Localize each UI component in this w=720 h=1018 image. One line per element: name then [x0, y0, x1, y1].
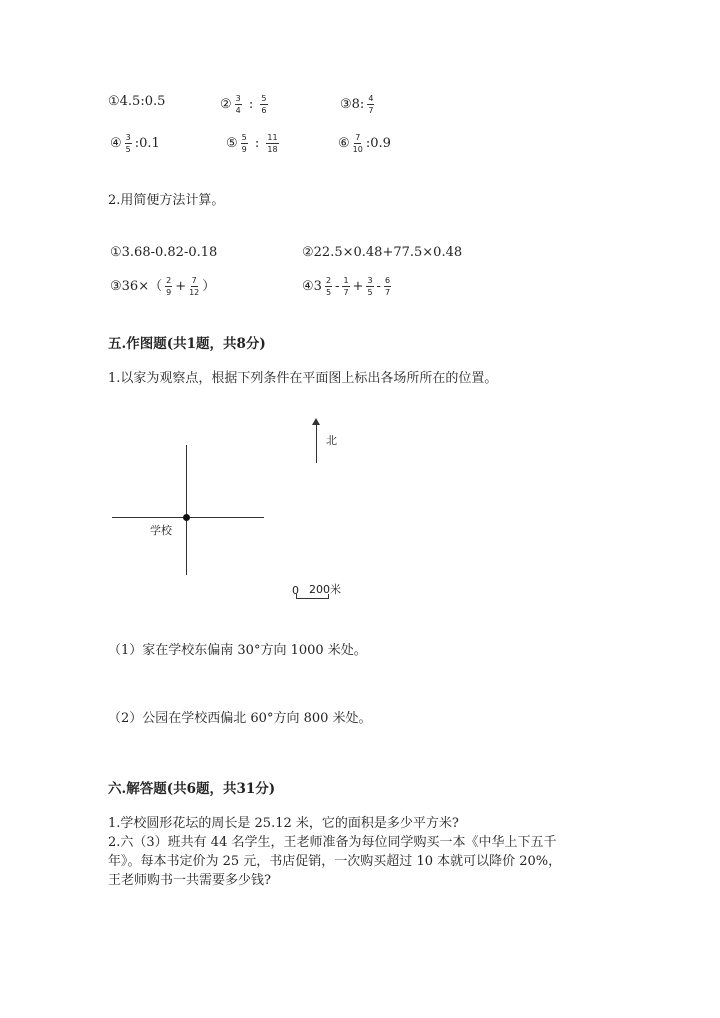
- section6-q2-line2: 年》。每本书定价为 25 元，书店促销，一次购买超过 10 本就可以降价 20%，: [108, 854, 562, 869]
- scale-zero: 0: [292, 584, 299, 597]
- section6-heading: 六.解答题(共6题，共31分): [108, 781, 276, 797]
- arrowhead-icon: [312, 418, 320, 425]
- school-label: 学校: [150, 524, 172, 537]
- expr-3: ③36×（ $\frac{2}{9}$ + $\frac{7}{12}$ ）: [110, 276, 216, 297]
- north-label: 北: [326, 434, 337, 447]
- section5-heading: 五.作图题(共1题，共8分): [108, 336, 266, 352]
- ratio-3: ③8: $\frac{4}{7}$: [340, 94, 374, 115]
- scale-bar: [296, 594, 329, 599]
- q2-title: 2.用简便方法计算。: [108, 193, 225, 208]
- ratio-1: ①4.5:0.5: [108, 94, 166, 109]
- scale-label: 200米: [309, 583, 341, 596]
- section6-q1: 1.学校圆形花坛的周长是 25.12 米，它的面积是多少平方米?: [108, 816, 459, 831]
- school-dot: [183, 514, 190, 521]
- section6-q2-line3: 王老师购书一共需要多少钱?: [108, 873, 271, 888]
- ns-axis: [186, 445, 187, 575]
- section6-q2-line1: 2.六（3）班共有 44 名学生，王老师准备为每位同学购买一本《中华上下五千: [108, 835, 557, 850]
- condition-1: （1）家在学校东偏南 30°方向 1000 米处。: [108, 643, 367, 658]
- expr-2: ②22.5×0.48+77.5×0.48: [302, 245, 463, 260]
- expr-4: ④3 $\frac{2}{5}$ - $\frac{1}{7}$ + $\frac{3}{5}$ - $\frac{6}{7}$: [302, 276, 391, 297]
- ratio-4: ④ $\frac{3}{5}$ :0.1: [110, 133, 160, 154]
- north-arrow-icon: [316, 422, 317, 463]
- ratio-2: ② $\frac{3}{4}$ : $\frac{5}{6}$: [220, 94, 267, 115]
- condition-2: （2）公园在学校西偏北 60°方向 800 米处。: [108, 711, 372, 726]
- ratio-5: ⑤ $\frac{5}{9}$ : $\frac{11}{18}$: [226, 133, 278, 154]
- section5-q1: 1.以家为观察点，根据下列条件在平面图上标出各场所所在的位置。: [108, 371, 498, 386]
- ratio-6: ⑥ $\frac{7}{10}$ :0.9: [338, 133, 391, 154]
- expr-1: ①3.68-0.82-0.18: [110, 245, 218, 260]
